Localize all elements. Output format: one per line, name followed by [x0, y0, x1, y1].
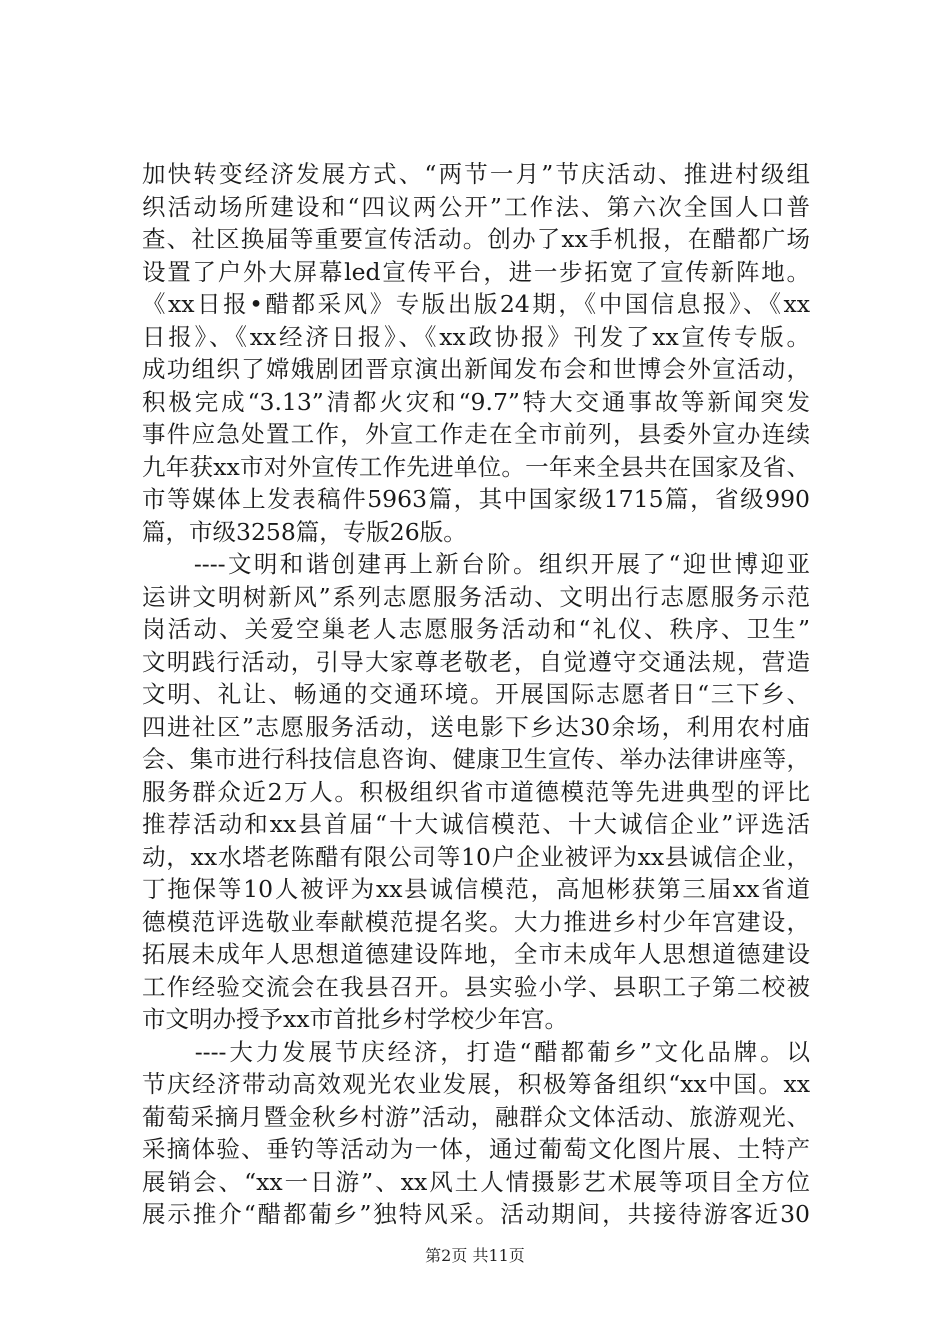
text-line: 工作经验交流会在我县召开。县实验小学、县职工子第二校被 [142, 972, 810, 1001]
text-line: 葡萄采摘月暨金秋乡村游”活动，融群众文体活动、旅游观光、 [142, 1102, 810, 1131]
text-line: 篇，市级3258篇，专版26版。 [142, 517, 467, 546]
text-line: 文明践行活动，引导大家尊老敬老，自觉遵守交通法规，营造 [142, 647, 810, 676]
text-line: 查、社区换届等重要宣传活动。创办了xx手机报，在醋都广场 [142, 225, 810, 253]
text-line: 采摘体验、垂钓等活动为一体，通过葡萄文化图片展、土特产 [142, 1135, 810, 1163]
text-line: 市等媒体上发表稿件5963篇，其中国家级1715篇，省级990 [142, 485, 810, 513]
text-line: 推荐活动和xx县首届“十大诚信模范、十大诚信企业”评选活 [142, 810, 810, 838]
text-line: ----文明和谐创建再上新台阶。组织开展了“迎世博迎亚 [142, 550, 810, 578]
text-line: 市文明办授予xx市首批乡村学校少年宫。 [142, 1005, 569, 1033]
text-line: 丁拖保等10人被评为xx县诚信模范，高旭彬获第三届xx省道 [142, 875, 810, 903]
page-number-footer: 第2页 共11页 [425, 1246, 525, 1265]
text-line: 《xx日报•醋都采风》专版出版24期，《中国信息报》、《xx [142, 290, 810, 318]
text-line: 事件应急处置工作，外宣工作走在全市前列，县委外宣办连续 [142, 420, 810, 448]
text-line: 展示推介“醋都葡乡”独特风采。活动期间，共接待游客近30 [142, 1200, 810, 1228]
text-line: 加快转变经济发展方式、“两节一月”节庆活动、推进村级组 [142, 160, 810, 188]
text-line: 拓展未成年人思想道德建设阵地，全市未成年人思想道德建设 [142, 940, 810, 968]
text-line: 日报》、《xx经济日报》、《xx政协报》刊发了xx宣传专版。 [142, 322, 810, 351]
text-line: 设置了户外大屏幕led宣传平台，进一步拓宽了宣传新阵地。 [142, 257, 810, 286]
text-line: 德模范评选敬业奉献模范提名奖。大力推进乡村少年宫建设， [142, 907, 810, 936]
text-line: 岗活动、关爱空巢老人志愿服务活动和“礼仪、秩序、卫生” [142, 615, 810, 643]
body-text [142, 158, 810, 1231]
text-line: 会、集市进行科技信息咨询、健康卫生宣传、举办法律讲座等， [142, 745, 810, 773]
text-line: 节庆经济带动高效观光农业发展，积极筹备组织“xx中国。xx [142, 1070, 810, 1098]
text-line: 服务群众近2万人。积极组织省市道德模范等先进典型的评比 [142, 777, 810, 806]
text-line: 成功组织了嫦娥剧团晋京演出新闻发布会和世博会外宣活动， [142, 355, 810, 383]
text-line: ----大力发展节庆经济，打造“醋都葡乡”文化品牌。以 [142, 1037, 810, 1066]
text-line: 积极完成“3.13”清都火灾和“9.7”特大交通事故等新闻突发 [142, 387, 810, 416]
text-line: 织活动场所建设和“四议两公开”工作法、第六次全国人口普 [142, 192, 810, 221]
text-line: 运讲文明树新风”系列志愿服务活动、文明出行志愿服务示范 [142, 582, 810, 611]
text-line: 四进社区”志愿服务活动，送电影下乡达30余场，利用农村庙 [142, 712, 810, 741]
text-line: 展销会、“xx一日游”、xx风土人情摄影艺术展等项目全方位 [142, 1167, 810, 1196]
text-line: 文明、礼让、畅通的交通环境。开展国际志愿者日“三下乡、 [142, 680, 810, 708]
text-line: 动，xx水塔老陈醋有限公司等10户企业被评为xx县诚信企业， [142, 842, 810, 871]
text-line: 九年获xx市对外宣传工作先进单位。一年来全县共在国家及省、 [142, 452, 810, 481]
